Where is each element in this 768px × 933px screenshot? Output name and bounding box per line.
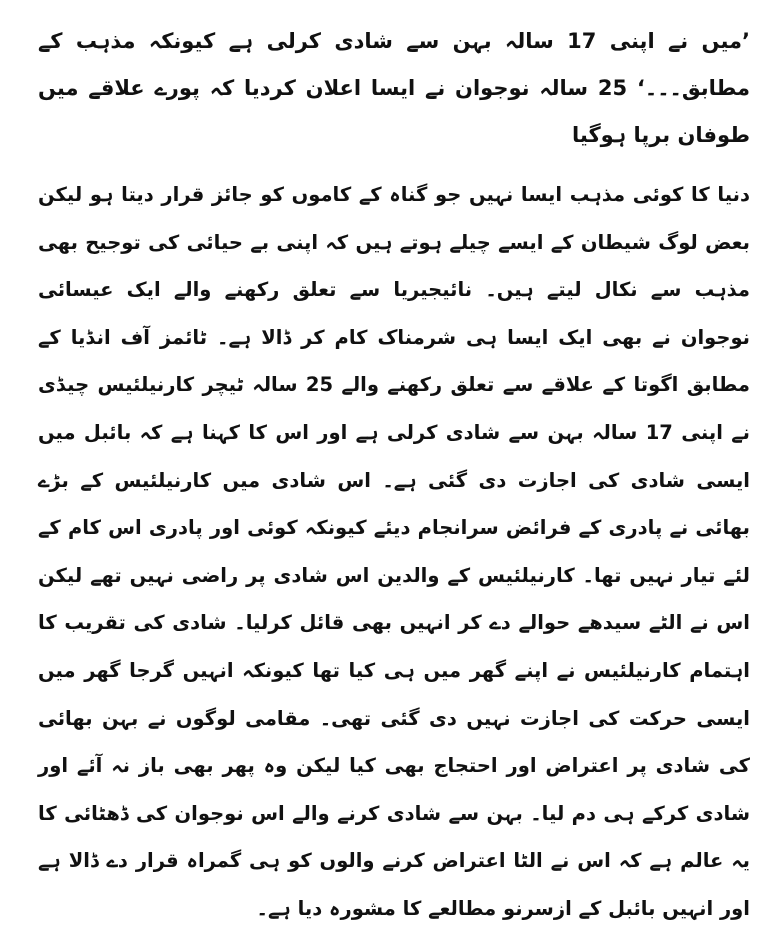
news-article — [38, 18, 750, 933]
article-headline: ’میں نے اپنی 17 سالہ بہن سے شادی کرلی ہے کیونکہ مذہب کے مطابق۔۔۔‘ 25 سالہ نوجوان نے ایسا اعلان کردیا کہ پورے علاقے میں طوفان برپا ہوگیا — [38, 29, 750, 147]
article-body: دنیا کا کوئی مذہب ایسا نہیں جو گناہ کے کاموں کو جائز قرار دیتا ہو لیکن بعض لوگ شیطان کے ایسے چیلے ہوتے ہیں کہ اپنی بے حیائی کی توجیح بھی مذہب سے نکال لیتے ہیں۔ نائیجیریا سے تعلق رکھنے والے ایک عیسائی نوجوان نے بھی ایک ایسا ہی شرمناک کام کر ڈالا ہے۔ ٹائمز آف انڈیا کے مطابق اگوتا کے علاقے سے تعلق رکھنے والے 25 سالہ ٹیچر کارنیلئیس چیڈی نے اپنی 17 سالہ بہن سے شادی کرلی ہے اور اس کا کہنا ہے کہ بائبل میں ایسی شادی کی اجازت دی گئی ہے۔ اس شادی میں کارنیلئیس کے بڑے بھائی نے پادری کے فرائض سرانجام دیئے کیونکہ کوئی اور پادری اس کام کے لئے تیار نہیں تھا۔ کارنیلئیس کے والدین اس شادی پر راضی نہیں تھے لیکن اس نے الٹے سیدھے حوالے دے کر انہیں بھی قائل کرلیا۔ شادی کی تقریب کا اہتمام کارنیلئیس نے اپنے گھر میں ہی کیا تھا کیونکہ انہیں گرجا گھر میں ایسی حرکت کی اجازت نہیں دی گئی تھی۔ مقامی لوگوں نے بہن بھائی کی شادی پر اعتراض اور احتجاج بھی کیا لیکن وہ پھر بھی باز نہ آئے اور شادی کرکے ہی دم لیا۔ بہن سے شادی کرنے والے اس نوجوان کی ڈھٹائی کا یہ عالم ہے کہ اس نے الٹا اعتراض کرنے والوں کو ہی گمراہ قرار دے ڈالا ہے اور انہیں بائبل کے ازسرنو مطالعے کا مشورہ دیا ہے۔ — [38, 183, 750, 920]
